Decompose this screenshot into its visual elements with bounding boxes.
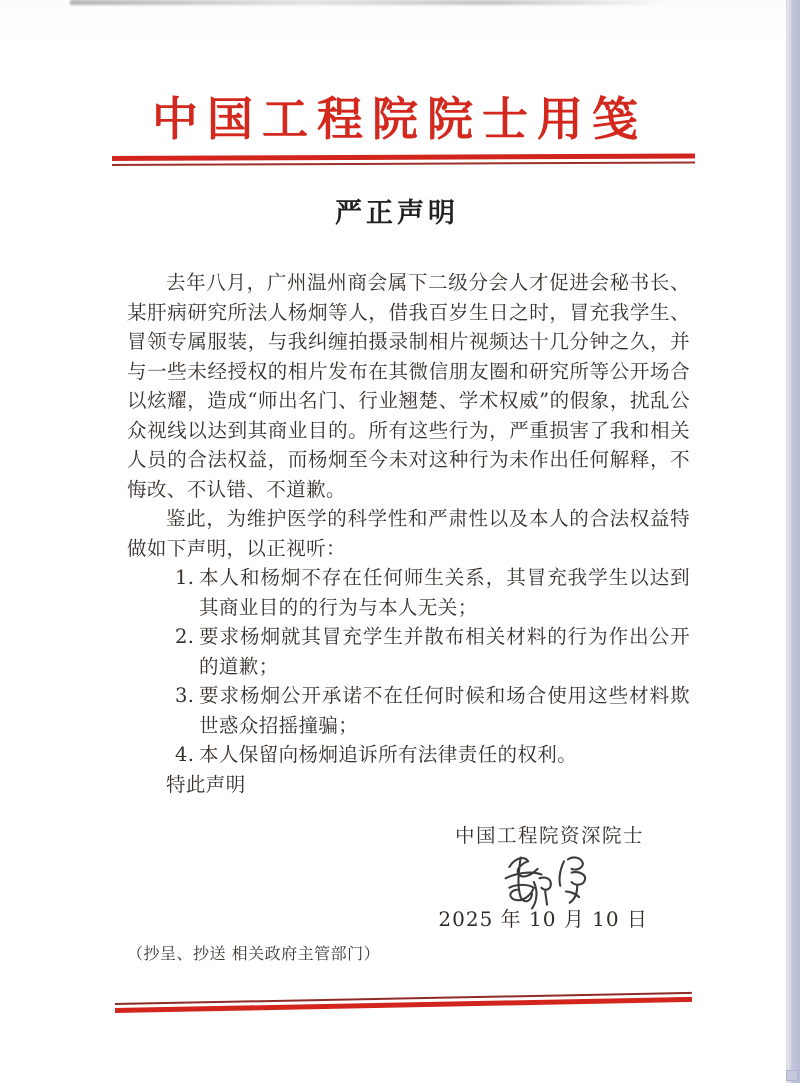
list-item-text: 要求杨炯就其冒充学生并散布相关材料的行为作出公开的道歉；: [199, 625, 690, 678]
list-item-1: [175, 563, 690, 622]
list-item-number: 1.: [175, 566, 195, 589]
list-item-number: 2.: [175, 625, 195, 648]
footer-double-rule: [115, 992, 692, 1013]
cc-note: （抄呈、抄送 相关政府主管部门）: [127, 944, 381, 963]
letterhead-title: 中国工程院院士用笺: [152, 92, 647, 146]
date-line: 2025 年 10 月 10 日: [438, 907, 648, 931]
photo-right-edge: [787, 0, 800, 1083]
list-item-number: 4.: [175, 743, 195, 766]
letterhead-double-rule: [112, 153, 695, 166]
photo-corner-chip: [786, 1070, 798, 1081]
list-item-number: 3.: [175, 684, 195, 707]
closing-line: 特此声明: [166, 772, 246, 796]
list-item-2: [175, 622, 690, 681]
paragraph-2: 鉴此，为维护医学的科学性和严肃性以及本人的合法权益特做如下声明，以正视听：: [127, 507, 690, 560]
list-item-4: [175, 740, 690, 770]
list-item-text: 要求杨炯公开承诺不在任何时候和场合使用这些材料欺世惑众招摇撞骗；: [199, 684, 690, 737]
photo-top-edge: [70, 0, 670, 5]
list-item-text: 本人保留向杨炯追诉所有法律责任的权利。: [199, 743, 578, 766]
paragraph-1: 去年八月，广州温州商会属下二级分会人才促进会秘书长、某肝病研究所法人杨炯等人，借我百岁生日之时，冒充我学生、冒领专属服装，与我纠缠拍摄录制相片视频达十几分钟之久，并与一些未经授权的相片发布在其微信朋友圈和研究所等公开场合以炫耀，造成“师出名门、行业翘楚、学术权威”的假象，扰乱公众视线以达到其商业目的。所有这些行为，严重损害了我和相关人员的合法权益，而杨炯至今未对这种行为未作出任何解释，不悔改、不认错、不道歉。: [127, 271, 690, 501]
document-body: [127, 268, 690, 799]
statement-list: [175, 563, 690, 770]
document-heading: 严正声明: [335, 198, 459, 229]
signer-title: 中国工程院资深院士: [454, 824, 644, 847]
list-item-text: 本人和杨炯不存在任何师生关系，其冒充我学生以达到其商业目的的行为与本人无关；: [199, 566, 690, 619]
list-item-3: [175, 681, 690, 740]
